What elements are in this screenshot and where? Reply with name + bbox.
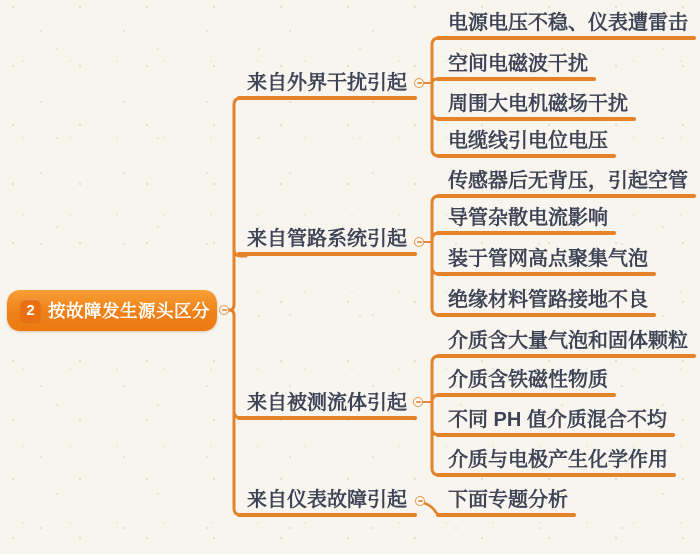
leaf-underline xyxy=(436,36,696,40)
leaf-node[interactable] xyxy=(436,449,676,477)
leaf-underline xyxy=(436,313,656,317)
leaf-node[interactable] xyxy=(436,409,675,437)
leaf-underline xyxy=(436,154,616,158)
collapse-handle-root[interactable] xyxy=(219,305,229,315)
leaf-underline xyxy=(436,77,596,81)
branch-external-interference[interactable] xyxy=(237,71,417,100)
branch-instrument-fault[interactable] xyxy=(237,488,417,517)
leaf-label: 电源电压不稳、仪表遭雷击 xyxy=(448,12,688,34)
branch-piping-system[interactable] xyxy=(237,227,417,256)
branch-label: 来自仪表故障引起 xyxy=(247,489,407,511)
leaf-underline xyxy=(436,194,696,198)
leaf-label: 导管杂散电流影响 xyxy=(448,207,608,229)
leaf-label: 下面专题分析 xyxy=(448,489,568,511)
collapse-handle-branch-4[interactable] xyxy=(415,496,425,506)
leaf-underline xyxy=(436,354,696,358)
minus-icon xyxy=(416,401,421,402)
root-topic[interactable] xyxy=(7,290,217,331)
collapse-handle-branch-3[interactable] xyxy=(413,397,423,407)
leaf-underline xyxy=(436,117,636,121)
branch-underline xyxy=(237,96,417,100)
leaf-label: 介质含大量气泡和固体颗粒 xyxy=(448,330,688,352)
leaf-node[interactable] xyxy=(436,93,636,121)
leaf-label: 不同 PH 值介质混合不均 xyxy=(448,409,667,431)
leaf-node[interactable] xyxy=(436,289,656,317)
root-topic-label: 按故障发生源头区分 xyxy=(48,301,210,321)
branch-label: 来自外界干扰引起 xyxy=(247,72,407,94)
minus-icon xyxy=(417,241,422,242)
branch-measured-fluid[interactable] xyxy=(237,391,417,420)
branch-label: 来自管路系统引起 xyxy=(247,228,407,250)
leaf-label: 传感器后无背压，引起空管 xyxy=(448,170,688,192)
leaf-label: 电缆线引电位电压 xyxy=(448,130,608,152)
leaf-underline xyxy=(436,513,576,517)
topic-number-badge: 2 xyxy=(20,299,41,322)
leaf-node[interactable] xyxy=(436,53,596,81)
leaf-node[interactable] xyxy=(436,330,696,358)
leaf-node[interactable] xyxy=(436,170,696,198)
branch-label: 来自被测流体引起 xyxy=(247,392,407,414)
leaf-label: 周围大电机磁场干扰 xyxy=(448,93,628,115)
leaf-underline xyxy=(436,473,676,477)
leaf-underline xyxy=(436,272,656,276)
leaf-underline xyxy=(436,393,616,397)
collapse-handle-branch-1[interactable] xyxy=(414,78,424,88)
leaf-node[interactable] xyxy=(436,248,656,276)
branch-underline xyxy=(237,252,417,256)
leaf-label: 介质含铁磁性物质 xyxy=(448,369,608,391)
leaf-node[interactable] xyxy=(436,12,696,40)
collapse-handle-branch-2[interactable] xyxy=(414,237,424,247)
leaf-label: 介质与电极产生化学作用 xyxy=(448,449,668,471)
leaf-node[interactable] xyxy=(436,369,616,397)
leaf-node[interactable] xyxy=(436,207,616,235)
leaf-label: 绝缘材料管路接地不良 xyxy=(448,289,648,311)
minus-icon xyxy=(417,82,422,83)
leaf-underline xyxy=(436,433,675,437)
minus-icon xyxy=(418,500,423,501)
leaf-label: 空间电磁波干扰 xyxy=(448,53,588,75)
branch-underline xyxy=(237,416,417,420)
leaf-underline xyxy=(436,231,616,235)
branch-underline xyxy=(237,513,417,517)
leaf-label: 装于管网高点聚集气泡 xyxy=(448,248,648,270)
leaf-node[interactable] xyxy=(436,130,616,158)
minus-icon xyxy=(222,309,227,310)
leaf-node[interactable] xyxy=(436,489,576,517)
